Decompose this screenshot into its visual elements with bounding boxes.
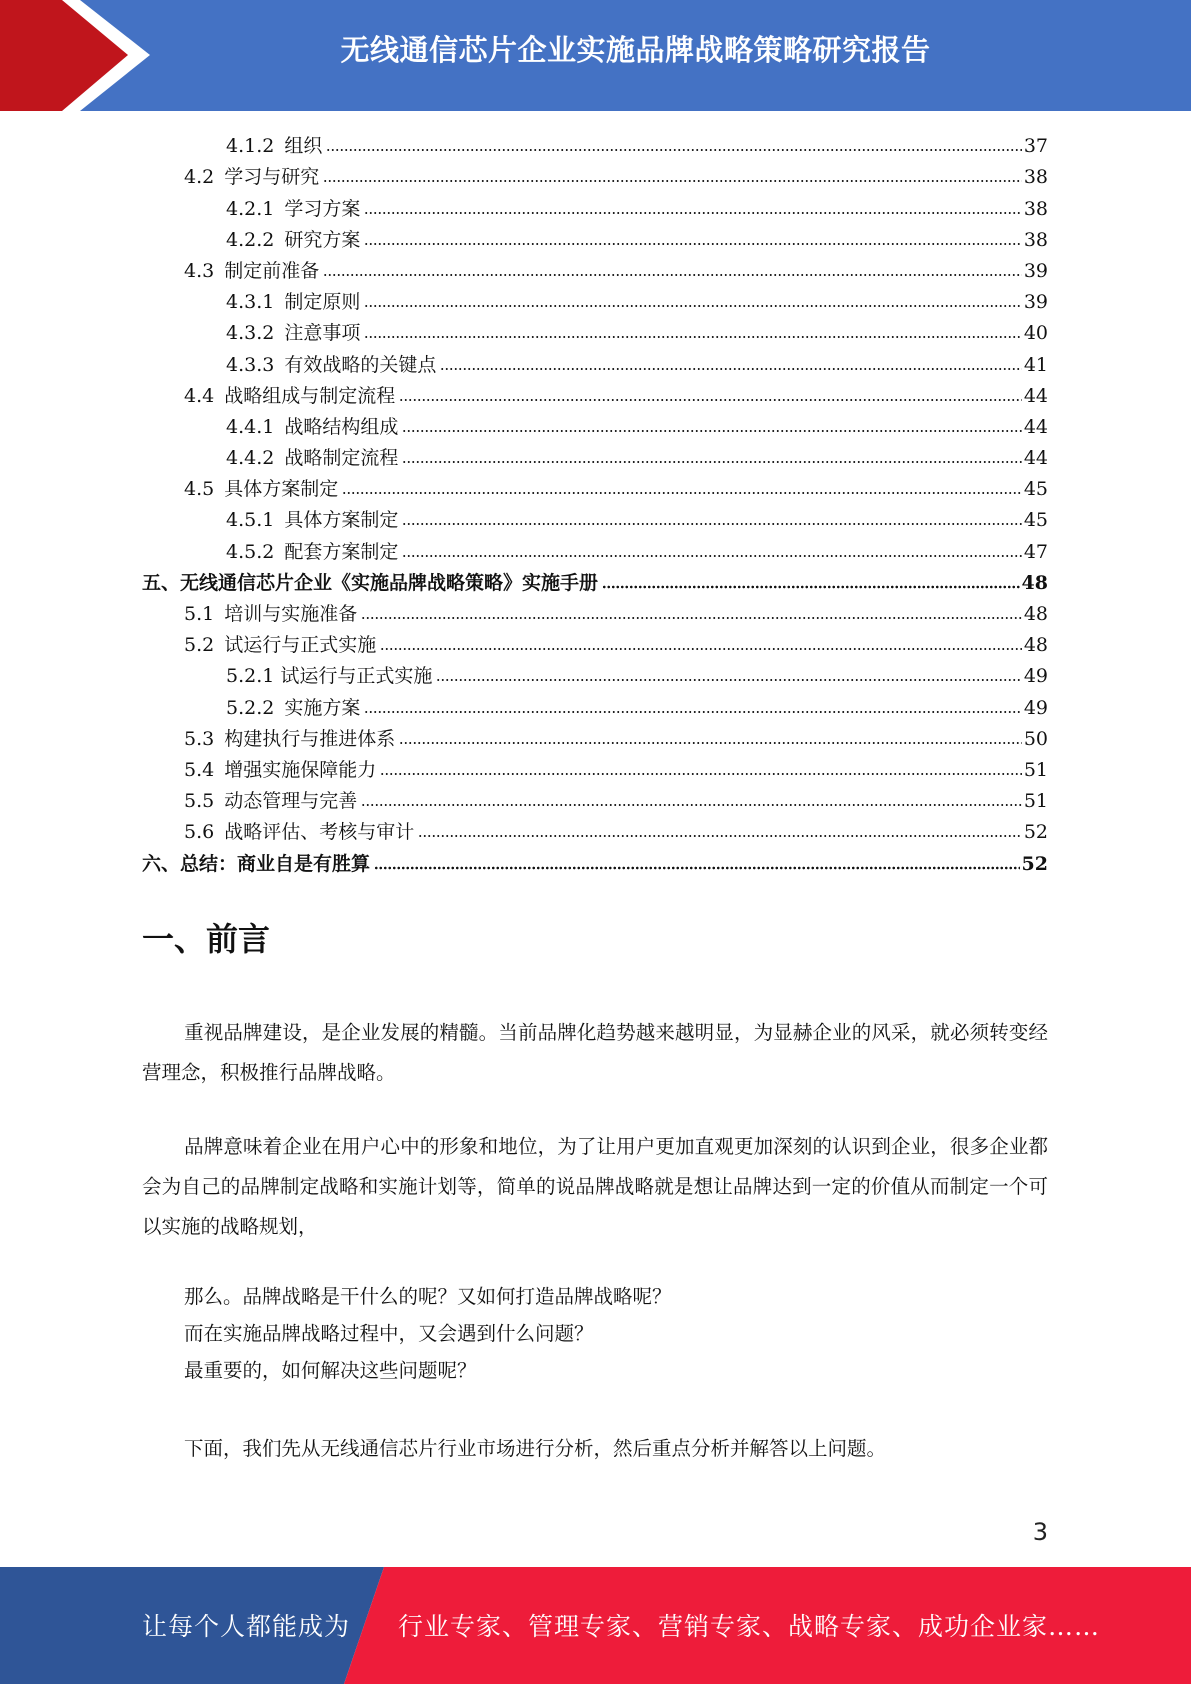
toc-dot-leader [436,677,1021,683]
toc-entry-text: 战略评估、考核与审计 [224,821,415,844]
toc-entry[interactable] [142,595,1048,626]
toc-entry-number: 5.2 [184,634,215,657]
toc-entry-number: 4.3 [184,259,215,282]
toc-dot-leader [380,771,1022,777]
toc-dot-leader [380,646,1022,652]
toc-page-number: 38 [1023,166,1048,189]
toc-entry-number: 4.2 [184,166,215,189]
toc-entry[interactable] [142,439,1048,470]
toc-entry-label [226,446,398,470]
toc-page-number: 50 [1023,727,1048,750]
header-band [0,0,1191,111]
toc-page-number: 45 [1023,509,1048,532]
toc-entry[interactable] [142,532,1048,563]
toc-entry-text: 实施方案 [284,696,361,719]
toc-entry-text: 战略制定流程 [284,447,399,470]
toc-entry[interactable] [142,345,1048,376]
toc-entry-text: 注意事项 [284,322,361,345]
toc-page-number: 39 [1023,259,1048,282]
closing-paragraph: 下面，我们先从无线通信芯片行业市场进行分析，然后重点分析并解答以上问题。 [184,1437,887,1460]
toc-dot-leader [402,521,1021,527]
toc-entry-number: 4.2.2 [226,228,275,251]
toc-entry[interactable] [142,657,1048,688]
toc-entry[interactable] [142,688,1048,719]
toc-entry-text: 具体方案制定 [284,509,399,532]
toc-entry[interactable] [142,283,1048,314]
toc-entry-text: 战略结构组成 [284,415,399,438]
toc-entry-label [226,321,360,345]
toc-entry[interactable] [142,189,1048,220]
toc-entry-number: 4.5 [184,478,215,501]
toc-entry-label [184,820,414,844]
toc-page-number: 49 [1023,696,1048,719]
toc-entry-number: 4.5.1 [226,509,275,532]
toc-entry-number: 5.4 [184,758,215,781]
toc-entry-text: 制定前准备 [224,259,320,282]
toc-dot-leader [402,459,1021,465]
toc-entry[interactable] [142,377,1048,408]
toc-page-number: 41 [1023,353,1048,376]
toc-entry-label [184,602,357,626]
toc-entry[interactable] [142,408,1048,439]
toc-entry-number: 4.3.1 [226,291,275,314]
toc-dot-leader [602,584,1020,590]
toc-page-number: 37 [1023,135,1048,158]
toc-entry-label [226,415,398,439]
toc-entry[interactable] [142,221,1048,252]
toc-entry-number: 5.5 [184,790,215,813]
toc-entry-text: 制定原则 [284,291,361,314]
toc-page-number: 49 [1023,665,1048,688]
toc-entry-label [226,508,398,532]
toc-entry-text: 具体方案制定 [224,478,339,501]
toc-dot-leader [364,303,1021,309]
toc-entry-label [142,571,598,595]
toc-entry-number: 4.3.2 [226,322,275,345]
toc-entry-label [226,228,360,252]
page-number: 3 [1032,1518,1048,1546]
toc-entry[interactable] [142,158,1048,189]
toc-page-number: 40 [1023,322,1048,345]
toc-entry-label [226,540,398,564]
toc-entry-label [184,259,319,283]
footer-slogan-left: 让每个人都能成为 [142,1612,351,1641]
toc-entry-label [142,852,370,876]
toc-entry-text: 5.2.1 试运行与正式实施 [226,665,433,688]
footer-slogan-right: 行业专家、管理专家、营销专家、战略专家、成功企业家…… [398,1612,1101,1641]
toc-entry-label [226,696,360,720]
toc-page-number: 52 [1023,821,1048,844]
toc-entry[interactable] [142,252,1048,283]
toc-dot-leader [402,428,1021,434]
toc-entry-number: 4.1.2 [226,135,275,158]
toc-entry-label [184,165,319,189]
toc-page-number: 39 [1023,291,1048,314]
toc-entry[interactable] [142,470,1048,501]
toc-page-number: 48 [1023,603,1048,625]
toc-entry-number: 4.5.2 [226,540,275,563]
toc-entry[interactable] [142,501,1048,532]
toc-entry-text: 组织 [284,135,323,158]
toc-entry-label [184,758,376,782]
toc-page-number: 44 [1023,384,1048,407]
toc-entry-text: 培训与实施准备 [224,603,358,625]
toc-entry-label [184,789,357,813]
toc-entry[interactable] [142,720,1048,751]
toc-entry-text: 五、无线通信芯片企业《实施品牌战略策略》实施手册 [142,571,599,594]
toc-entry-text: 配套方案制定 [284,540,399,563]
toc-dot-leader [361,802,1022,808]
toc-page-number: 48 [1023,634,1048,657]
toc-entry-label [226,290,360,314]
toc-entry-label [184,477,338,501]
intro-paragraph-2: 品牌意味着企业在用户心中的形象和地位，为了让用户更加直观更加深刻的认识到企业，很多企业都会为自己的品牌制定战略和实施计划等，简单的说品牌战略就是想让品牌达到一定的价值从而制定一个可以实施的战略规划， [142,1135,1048,1238]
toc-page-number: 47 [1023,540,1048,563]
toc-dot-leader [364,241,1021,247]
toc-page-number: 38 [1023,228,1048,251]
toc-entry[interactable] [142,782,1048,813]
toc-dot-leader [440,366,1021,372]
toc-entry[interactable] [142,844,1048,875]
toc-entry-text: 战略组成与制定流程 [224,384,396,407]
toc-entry-number: 4.4 [184,384,215,407]
toc-entry-number: 4.4.1 [226,415,275,438]
toc-entry-number: 4.3.3 [226,353,275,376]
toc-page-number: 45 [1023,478,1048,501]
toc-entry-number: 5.3 [184,727,215,750]
toc-dot-leader [418,833,1022,839]
question-line-1: 那么。品牌战略是干什么的呢？又如何打造品牌战略呢？ [184,1285,672,1308]
toc-dot-leader [364,709,1021,715]
toc-page-number: 44 [1023,415,1048,438]
toc-entry-text: 六、总结：商业自是有胜算 [142,852,371,875]
toc-page-number: 48 [1021,571,1048,594]
toc-entry-number: 5.6 [184,821,215,844]
toc-entry-number: 5.2.2 [226,696,275,719]
toc-dot-leader [323,178,1022,184]
question-line-2: 而在实施品牌战略过程中，又会遇到什么问题？ [184,1322,594,1345]
table-of-contents [142,127,1048,876]
toc-entry-text: 学习方案 [284,197,361,220]
question-line-3: 最重要的，如何解决这些问题呢？ [184,1359,477,1382]
toc-dot-leader [361,615,1022,621]
toc-dot-leader [342,490,1022,496]
toc-entry-text: 构建执行与推进体系 [224,727,396,750]
toc-entry[interactable] [142,127,1048,158]
toc-dot-leader [326,147,1021,153]
toc-entry[interactable] [142,751,1048,782]
toc-entry[interactable] [142,813,1048,844]
toc-entry-text: 学习与研究 [224,166,320,189]
toc-dot-leader [364,210,1021,216]
section-heading: 一、前言 [142,920,271,958]
toc-entry-label [184,727,395,751]
toc-dot-leader [399,397,1022,403]
toc-entry-text: 增强实施保障能力 [224,758,377,781]
toc-entry-label [184,633,376,657]
toc-entry-text: 有效战略的关键点 [284,353,437,376]
document-title: 无线通信芯片企业实施品牌战略策略研究报告 [340,33,931,67]
toc-entry-label [184,384,395,408]
toc-dot-leader [364,334,1021,340]
toc-page-number: 52 [1021,852,1048,875]
toc-dot-leader [374,865,1020,871]
toc-dot-leader [399,740,1022,746]
toc-entry-number: 4.4.2 [226,447,275,470]
toc-entry[interactable] [142,564,1048,595]
toc-dot-leader [402,553,1021,559]
toc-page-number: 38 [1023,197,1048,220]
toc-entry-label [226,197,360,221]
toc-entry-number: 4.2.1 [226,197,275,220]
intro-paragraph-1: 重视品牌建设，是企业发展的精髓。当前品牌化趋势越来越明显，为显赫企业的风采，就必须转变经营理念，积极推行品牌战略。 [142,1021,1048,1084]
toc-entry-text: 动态管理与完善 [224,790,358,813]
toc-entry-text: 试运行与正式实施 [224,634,377,657]
toc-dot-leader [323,272,1022,278]
toc-entry[interactable] [142,314,1048,345]
toc-entry-number: 5.1 [184,603,215,625]
toc-entry-label [226,134,322,158]
toc-entry-label [226,353,436,377]
toc-entry-label [226,664,432,688]
toc-entry-text: 研究方案 [284,228,361,251]
toc-page-number: 51 [1023,790,1048,813]
toc-page-number: 44 [1023,447,1048,470]
toc-entry[interactable] [142,626,1048,657]
footer-band [0,1567,1191,1684]
toc-page-number: 51 [1023,758,1048,781]
